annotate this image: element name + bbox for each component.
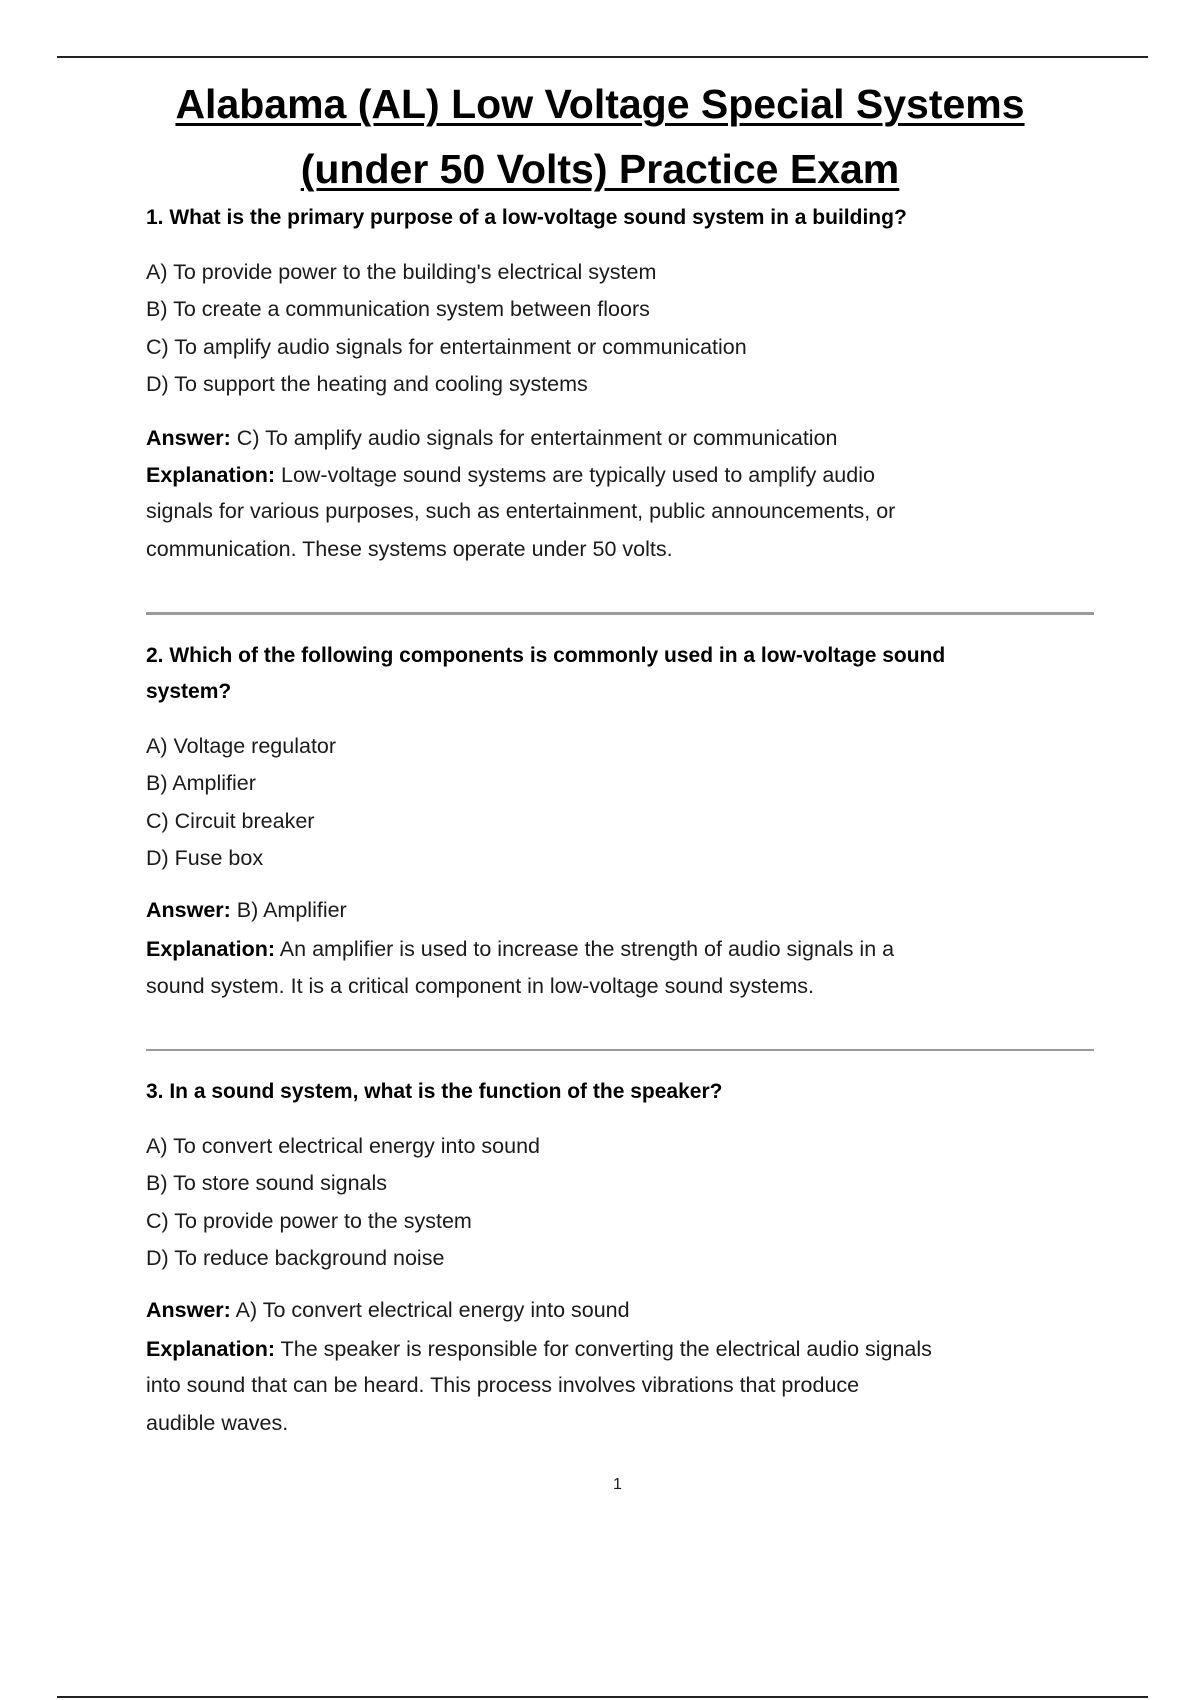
- explanation-text: Low-voltage sound systems are typically used to amplify audio: [275, 463, 875, 487]
- divider: [146, 1049, 1094, 1051]
- explanation: [146, 460, 875, 490]
- option: C) To amplify audio signals for entertainment or communication: [146, 335, 747, 359]
- option: B) To create a communication system between floors: [146, 297, 650, 321]
- explanation-line: sound system. It is a critical component in low-voltage sound systems.: [146, 974, 814, 998]
- explanation-label: Explanation:: [146, 937, 276, 961]
- option: A) Voltage regulator: [146, 734, 337, 758]
- explanation-line: communication. These systems operate under 50 volts.: [146, 537, 673, 561]
- option: D) To reduce background noise: [146, 1246, 445, 1270]
- answer: [146, 895, 347, 925]
- explanation-label: Explanation:: [146, 463, 276, 487]
- explanation: [146, 934, 894, 964]
- explanation-line: signals for various purposes, such as entertainment, public announcements, or: [146, 499, 896, 523]
- header-rule: [57, 56, 1148, 58]
- option: A) To provide power to the building's electrical system: [146, 260, 657, 284]
- explanation-text: The speaker is responsible for converting the electrical audio signals: [275, 1337, 932, 1361]
- page-number: 1: [613, 1476, 622, 1493]
- option: C) Circuit breaker: [146, 809, 315, 833]
- answer: [146, 1295, 630, 1325]
- explanation-line: into sound that can be heard. This process involves vibrations that produce: [146, 1373, 860, 1397]
- option: C) To provide power to the system: [146, 1209, 472, 1233]
- explanation-label: Explanation:: [146, 1337, 276, 1361]
- title-text-2: (under 50 Volts) Practice Exam: [300, 146, 900, 192]
- answer-text: A) To convert electrical energy into sound: [230, 1298, 630, 1322]
- question-1: 1. What is the primary purpose of a low-voltage sound system in a building?: [146, 206, 907, 229]
- answer-text: B) Amplifier: [230, 898, 347, 922]
- question-3: 3. In a sound system, what is the function of the speaker?: [146, 1080, 723, 1103]
- answer-label: Answer:: [146, 898, 231, 922]
- option: A) To convert electrical energy into sound: [146, 1134, 540, 1158]
- explanation-line: audible waves.: [146, 1411, 289, 1435]
- option: B) Amplifier: [146, 771, 256, 795]
- footer-rule: [57, 1696, 1148, 1698]
- page-title-line-2: [0, 143, 1200, 195]
- option: B) To store sound signals: [146, 1171, 388, 1195]
- option: D) To support the heating and cooling systems: [146, 372, 588, 396]
- page-title-line-1: [0, 78, 1200, 130]
- explanation-text: An amplifier is used to increase the strength of audio signals in a: [275, 937, 895, 961]
- answer-label: Answer:: [146, 426, 231, 450]
- option: D) Fuse box: [146, 846, 264, 870]
- explanation: [146, 1334, 932, 1364]
- question-2-cont: system?: [146, 680, 232, 703]
- answer: [146, 423, 838, 453]
- answer-label: Answer:: [146, 1298, 231, 1322]
- divider: [146, 612, 1094, 615]
- title-text-1: Alabama (AL) Low Voltage Special Systems: [175, 81, 1025, 127]
- answer-text: C) To amplify audio signals for entertainment or communication: [230, 426, 838, 450]
- question-2: 2. Which of the following components is commonly used in a low-voltage sound: [146, 644, 946, 667]
